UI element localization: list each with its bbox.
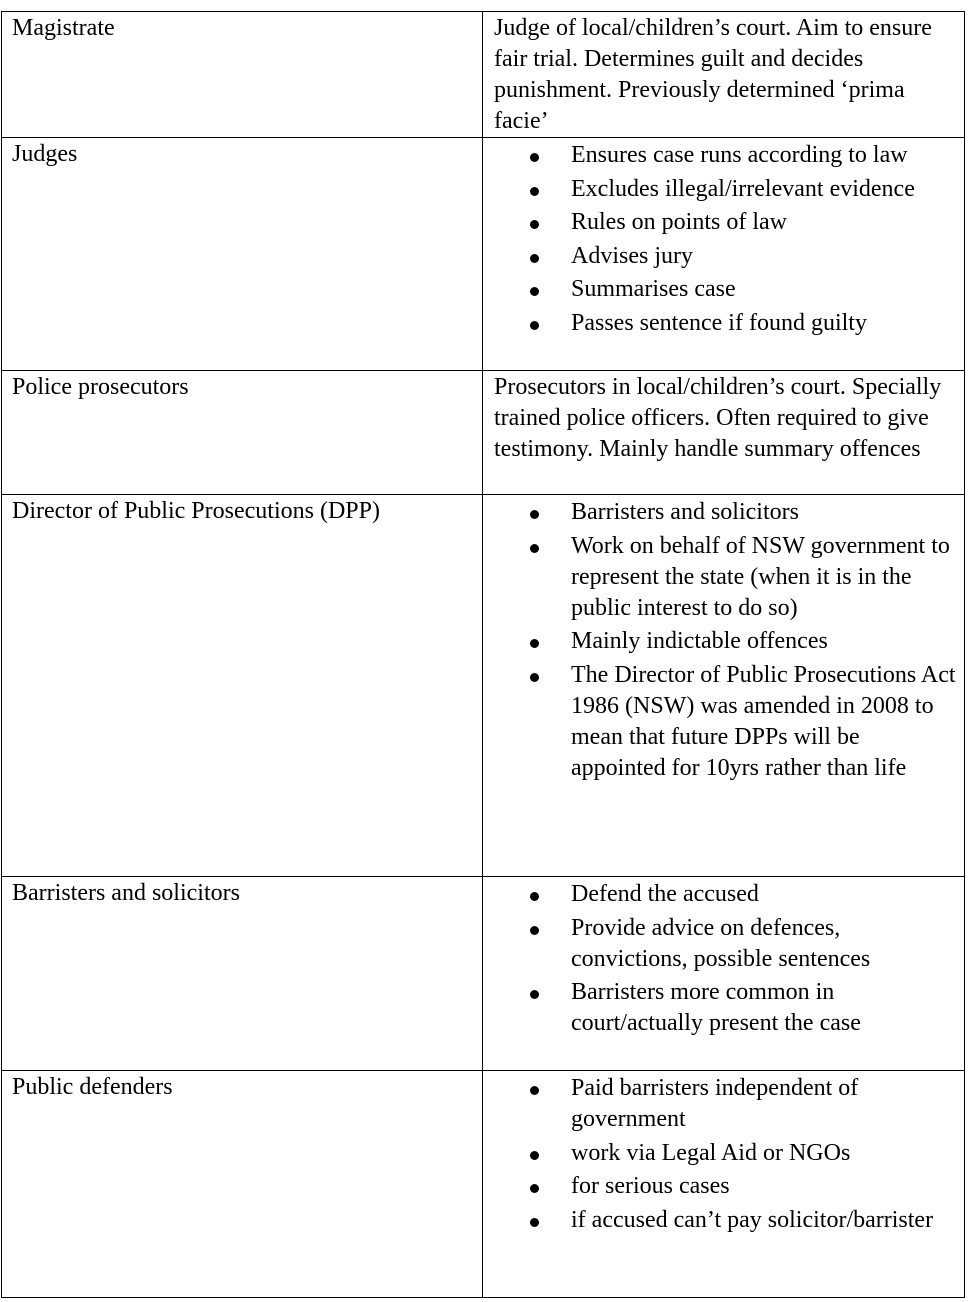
list-item-text: Advises jury	[571, 242, 693, 269]
list-item-text: Work on behalf of NSW government to represent the state (when it is in the public interest to do so)	[571, 532, 950, 621]
list-item	[483, 626, 956, 657]
bullet-icon	[530, 892, 539, 901]
list-item	[483, 660, 956, 784]
list-item	[483, 274, 956, 305]
description-cell	[483, 1071, 965, 1298]
list-item-text: Barristers more common in court/actually present the case	[571, 979, 861, 1036]
list-item	[483, 174, 956, 205]
list-item	[483, 879, 956, 910]
bullet-list	[483, 139, 956, 339]
list-item-text: The Director of Public Prosecutions Act 1986 (NSW) was amended in 2008 to mean that future DPPs will be appointed for 10yrs rather than life	[571, 661, 956, 781]
table-row-dpp	[2, 495, 965, 877]
bullet-icon	[530, 1218, 539, 1227]
bullet-icon	[530, 287, 539, 296]
bullet-icon	[530, 1151, 539, 1160]
bullet-icon	[530, 673, 539, 682]
bullet-icon	[530, 990, 539, 999]
list-item	[483, 1073, 956, 1135]
list-item	[483, 913, 956, 975]
role-cell: Public defenders	[2, 1071, 483, 1298]
role-cell: Barristers and solicitors	[2, 877, 483, 1071]
court-roles-table	[1, 11, 965, 1298]
role-cell: Magistrate	[2, 12, 483, 138]
description-cell	[483, 138, 965, 371]
list-item-text: Excludes illegal/irrelevant evidence	[571, 175, 915, 202]
table-row-judges	[2, 138, 965, 371]
list-item-text: Defend the accused	[571, 881, 759, 907]
table-row-public-defenders	[2, 1071, 965, 1298]
list-item	[483, 241, 956, 272]
bullet-icon	[530, 639, 539, 648]
description-cell: Judge of local/children’s court. Aim to ensure fair trial. Determines guilt and decides punishment. Previously determined ‘prima facie’	[483, 12, 965, 138]
bullet-icon	[530, 510, 539, 519]
bullet-list	[483, 496, 956, 784]
role-cell: Police prosecutors	[2, 371, 483, 495]
list-item	[483, 497, 956, 528]
table-row-police-prosecutors	[2, 371, 965, 495]
description-cell	[483, 877, 965, 1071]
table-row-barristers-solicitors	[2, 877, 965, 1071]
bullet-icon	[530, 220, 539, 229]
list-item-text: Provide advice on defences, convictions, possible sentences	[571, 914, 871, 972]
role-cell: Director of Public Prosecutions (DPP)	[2, 495, 483, 877]
bullet-icon	[530, 153, 539, 162]
list-item-text: Summarises case	[571, 276, 736, 302]
list-item-text: Ensures case runs according to law	[571, 142, 908, 168]
list-item-text: Mainly indictable offences	[571, 628, 828, 654]
table-row-magistrate	[2, 12, 965, 138]
list-item	[483, 531, 956, 624]
bullet-list	[483, 878, 956, 1039]
list-item-text: Paid barristers independent of government	[571, 1075, 859, 1132]
list-item	[483, 140, 956, 171]
bullet-icon	[530, 926, 539, 935]
bullet-icon	[530, 254, 539, 263]
list-item-text: work via Legal Aid or NGOs	[571, 1139, 851, 1166]
bullet-list	[483, 1072, 956, 1236]
bullet-icon	[530, 1184, 539, 1193]
list-item-text: if accused can’t pay solicitor/barrister	[571, 1206, 934, 1233]
bullet-icon	[530, 187, 539, 196]
list-item-text: Barristers and solicitors	[571, 499, 799, 525]
list-item-text: Rules on points of law	[571, 209, 787, 235]
description-cell: Prosecutors in local/children’s court. Specially trained police officers. Often required to give testimony. Mainly handle summary offences	[483, 371, 965, 495]
list-item	[483, 308, 956, 339]
list-item	[483, 207, 956, 238]
list-item	[483, 1171, 956, 1202]
role-cell: Judges	[2, 138, 483, 371]
list-item	[483, 1205, 956, 1236]
list-item-text: for serious cases	[571, 1173, 730, 1199]
bullet-icon	[530, 321, 539, 330]
list-item	[483, 977, 956, 1039]
bullet-icon	[530, 1086, 539, 1095]
list-item-text: Passes sentence if found guilty	[571, 309, 867, 336]
description-cell	[483, 495, 965, 877]
list-item	[483, 1138, 956, 1169]
bullet-icon	[530, 544, 539, 553]
